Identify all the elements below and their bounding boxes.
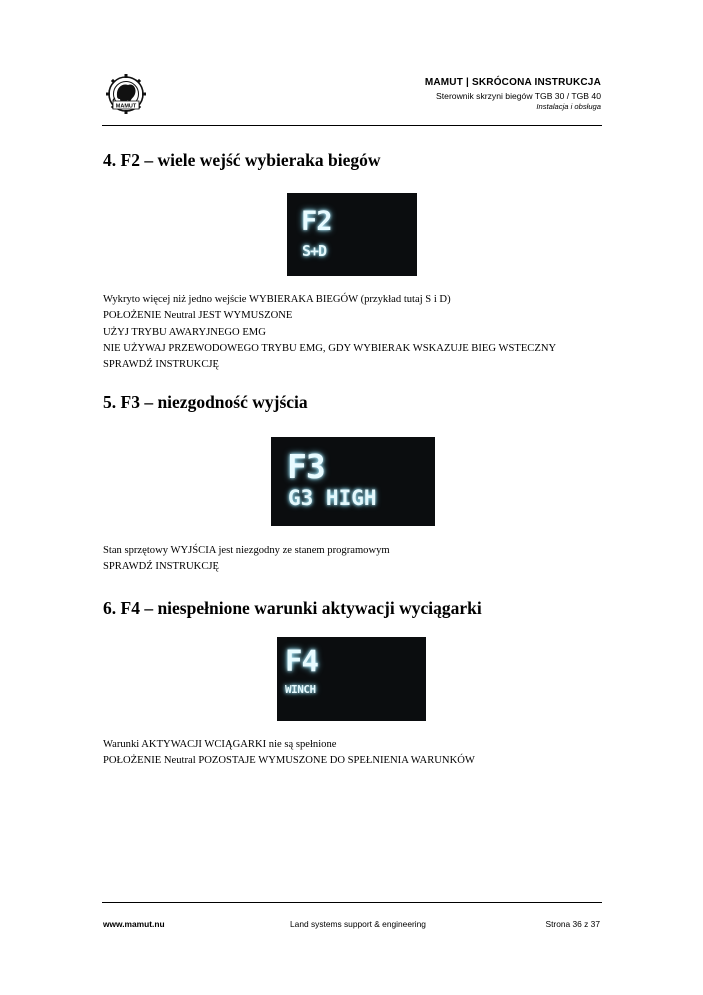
header-subtitle-italic: Instalacja i obsługa — [536, 102, 601, 111]
header-title: MAMUT | SKRÓCONA INSTRUKCJA — [424, 77, 601, 88]
logo-text: MAMUT — [115, 103, 137, 110]
footer-page-number: Strona 36 z 37 — [545, 919, 600, 929]
section-heading-f2: 4. F2 – wiele wejść wybieraka biegów — [103, 150, 381, 170]
text-line: UŻYJ TRYBU AWARYJNEGO EMG — [103, 326, 266, 338]
text-line: SPRAWDŹ INSTRUKCJĘ — [103, 561, 219, 573]
header-divider — [102, 125, 602, 126]
display-code-f2: F2 — [301, 206, 332, 237]
display-detail-f4: WINCH — [285, 683, 316, 696]
section-text-f4 — [103, 737, 475, 770]
header-subtitle: Sterownik skrzyni biegów TGB 30 / TGB 40 — [436, 91, 601, 101]
footer-website-link[interactable]: www.mamut.nu — [103, 919, 165, 929]
text-line: NIE UŻYWAJ PRZEWODOWEGO TRYBU EMG, GDY WYBIERAK WSKAZUJE BIEG WSTECZNY — [103, 342, 557, 354]
display-code-f3: F3 — [287, 447, 325, 486]
display-photo-f3 — [271, 437, 435, 526]
display-photo-f4 — [277, 637, 426, 721]
footer-tagline: Land systems support & engineering — [290, 919, 426, 929]
company-logo — [101, 72, 151, 116]
display-detail-f3: G3 HIGH — [288, 486, 377, 510]
section-heading-f4: 6. F4 – niespełnione warunki aktywacji wyciągarki — [103, 598, 482, 618]
text-line: POŁOŻENIE Neutral JEST WYMUSZONE — [103, 310, 293, 322]
footer-divider — [102, 902, 602, 903]
section-heading-f3: 5. F3 – niezgodność wyjścia — [103, 392, 308, 412]
text-line: SPRAWDŹ INSTRUKCJĘ — [103, 359, 219, 371]
text-line: POŁOŻENIE Neutral POZOSTAJE WYMUSZONE DO SPEŁNIENIA WARUNKÓW — [103, 755, 475, 767]
section-text-f2 — [103, 292, 556, 373]
display-code-f4: F4 — [285, 644, 318, 678]
section-text-f3 — [103, 543, 390, 576]
display-photo-f2 — [287, 193, 417, 276]
display-detail-f2: S+D — [302, 242, 327, 260]
text-line: Wykryto więcej niż jedno wejście WYBIERAKA BIEGÓW (przykład tutaj S i D) — [103, 294, 451, 305]
text-line: Warunki AKTYWACJI WCIĄGARKI nie są spełnione — [103, 739, 337, 750]
text-line: Stan sprzętowy WYJŚCIA jest niezgodny ze stanem programowym — [103, 545, 390, 556]
